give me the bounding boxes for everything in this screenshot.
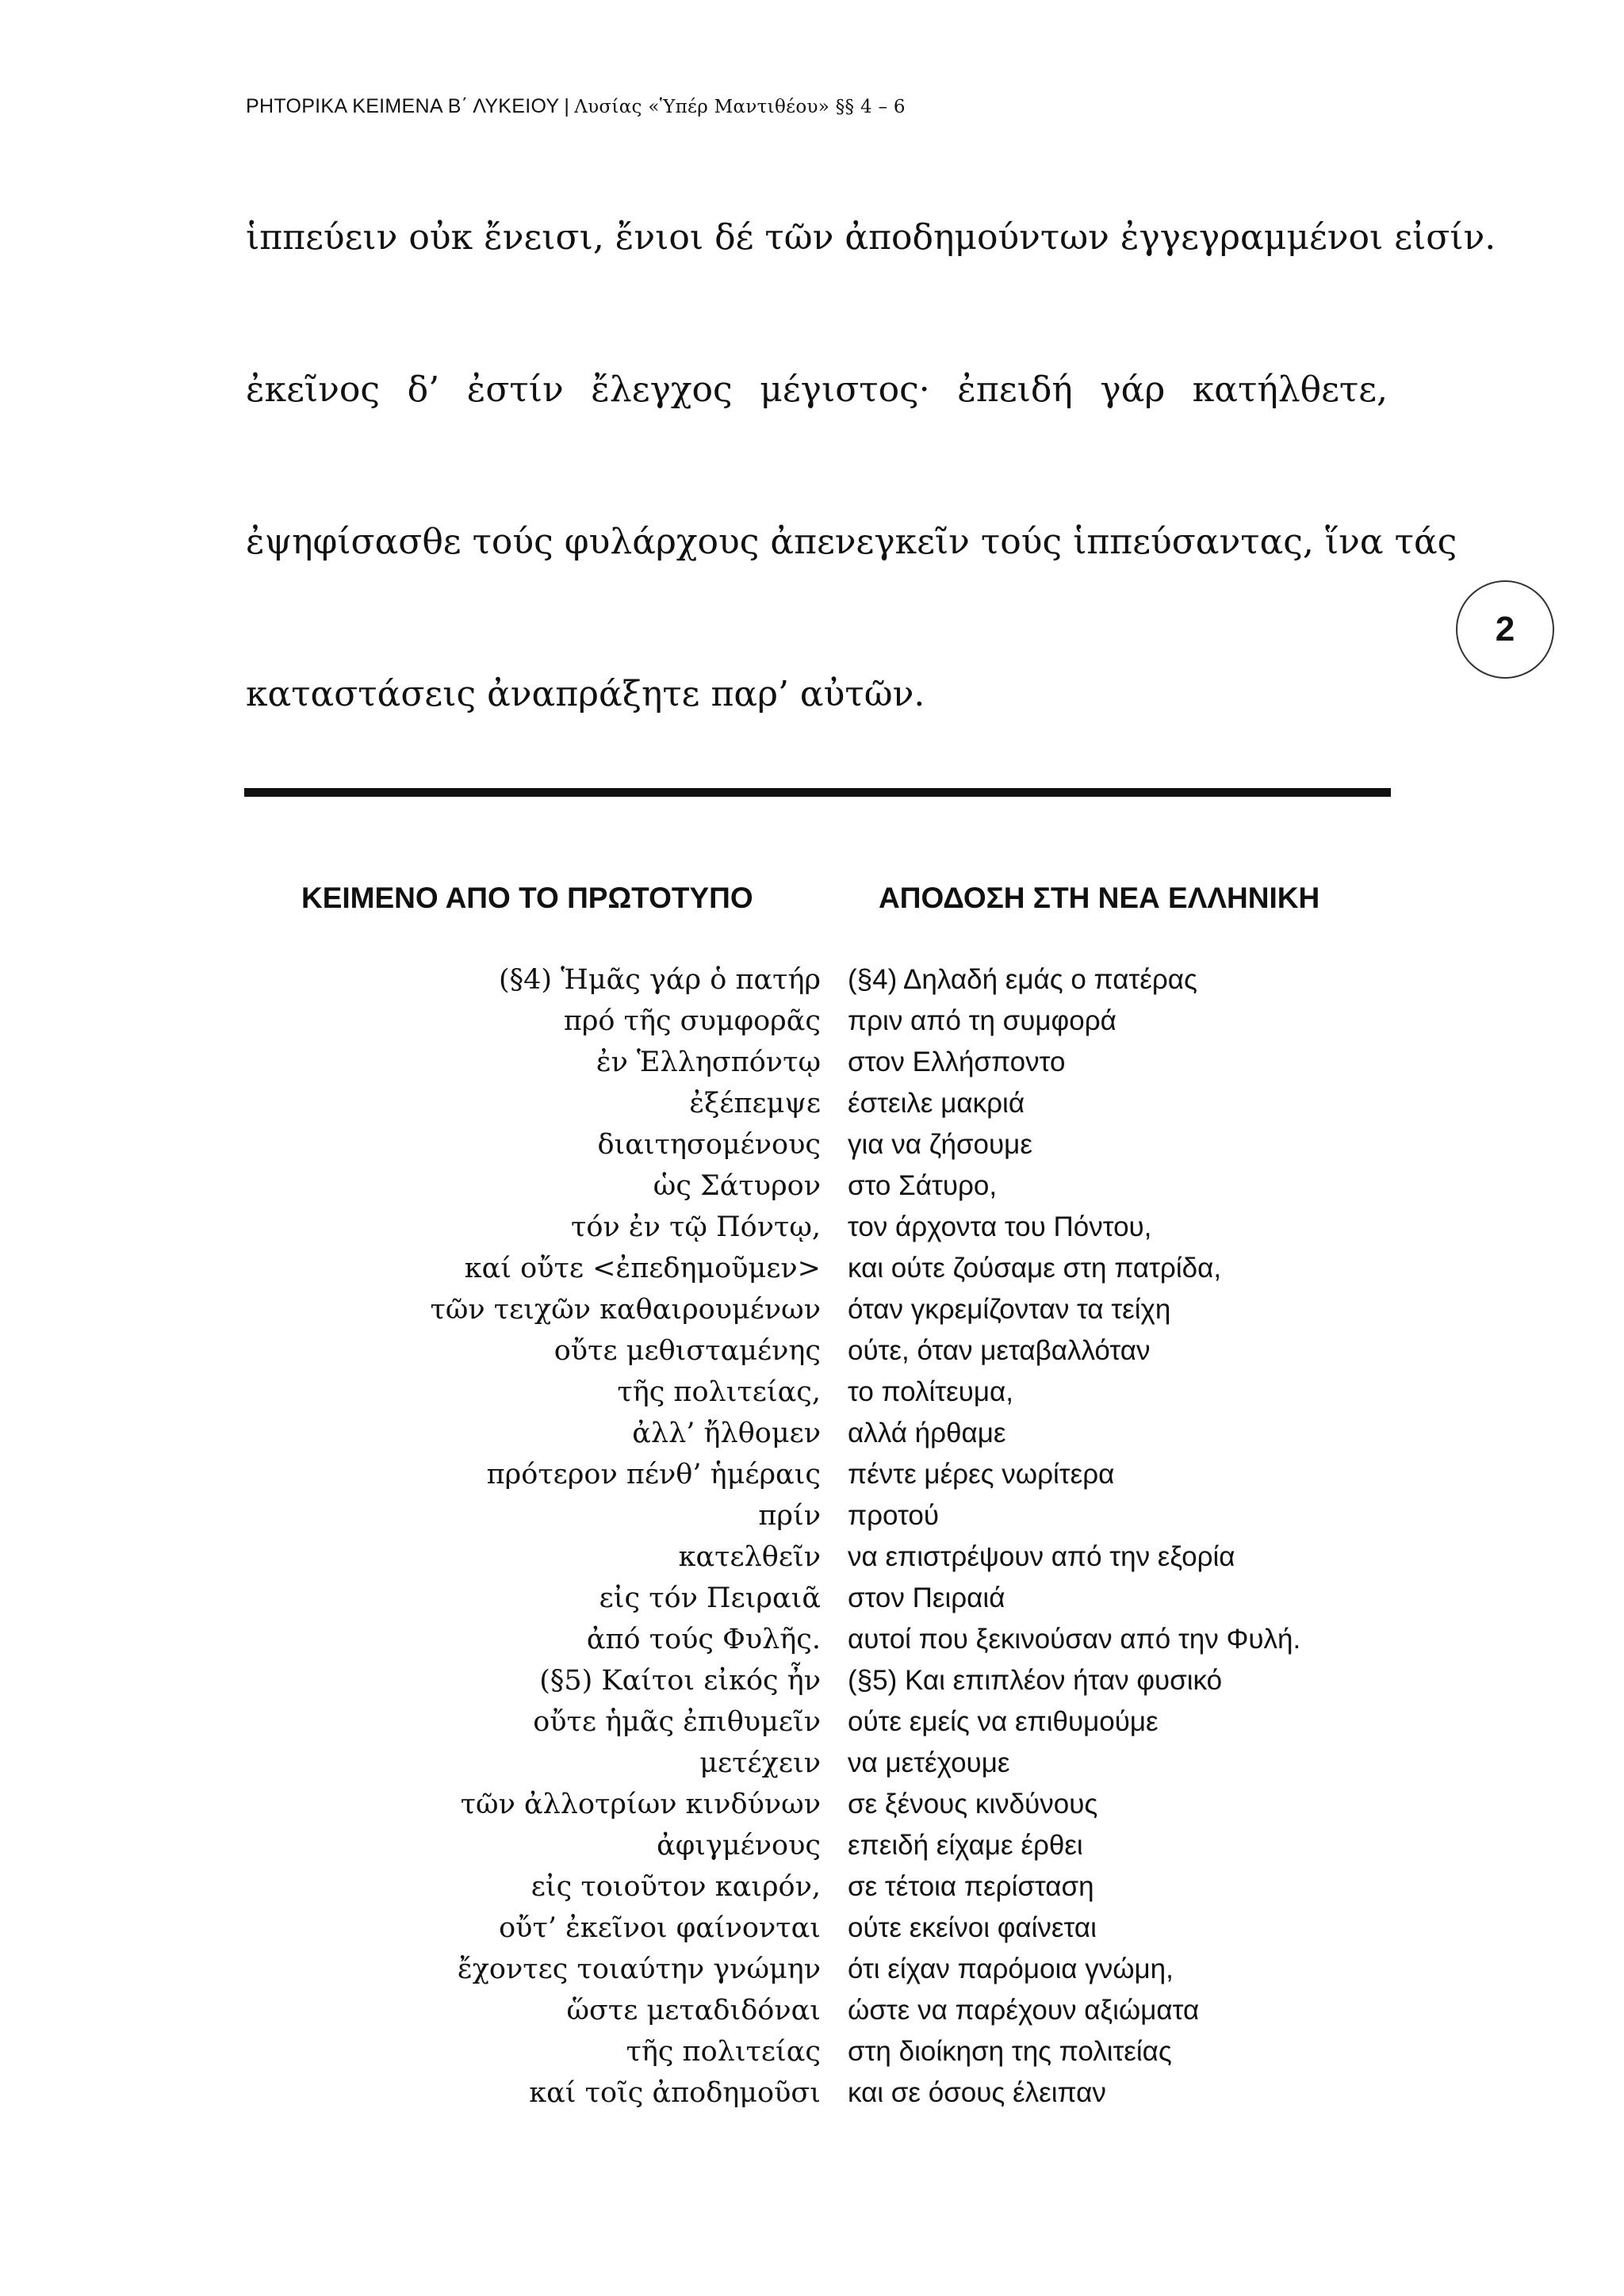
translation-line: πριν από τη συμφορά: [848, 1005, 1116, 1036]
parallel-row: [238, 1454, 1388, 1495]
original-line: πρίν: [758, 1500, 821, 1532]
parallel-row: [238, 1083, 1388, 1124]
header-separator: |: [564, 95, 570, 117]
original-line: τῆς πολιτείας,: [617, 1376, 821, 1408]
translation-line: να μετέχουμε: [848, 1747, 1010, 1778]
translation-line: ούτε, όταν μεταβαλλόταν: [848, 1335, 1151, 1366]
original-line: πρό τῆς συμφορᾶς: [563, 1005, 821, 1037]
translation-line: ώστε να παρέχουν αξιώματα: [848, 1995, 1200, 2026]
original-line: (§5) Καίτοι εἰκός ἦν: [539, 1665, 821, 1697]
parallel-row: [238, 1701, 1388, 1743]
original-line: μετέχειν: [699, 1747, 821, 1779]
translation-line: σε ξένους κινδύνους: [848, 1789, 1098, 1820]
translation-line: αυτοί που ξεκινούσαν από την Φυλή.: [848, 1624, 1301, 1655]
original-line: ὥστε μεταδιδόναι: [566, 1995, 821, 2026]
header-source: Λυσίας «Ὑπέρ Μαντιθέου» §§ 4 – 6: [574, 97, 906, 117]
passage-line: καταστάσεις ἀναπράξητε παρ’ αὐτῶν.: [246, 674, 925, 714]
parallel-row: [238, 1825, 1388, 1866]
translation-line: (§4) Δηλαδή εμάς ο πατέρας: [848, 964, 1197, 995]
section-divider: [244, 788, 1391, 797]
original-text-heading: ΚΕΙΜΕΝΟ ΑΠΟ ΤΟ ΠΡΩΤΟΤΥΠΟ: [301, 882, 753, 914]
original-line: τόν ἐν τῷ Πόντῳ,: [571, 1211, 821, 1243]
parallel-text: [238, 959, 1388, 2114]
original-line: ἐξέπεμψε: [689, 1088, 821, 1119]
original-line: καί τοῖς ἀποδημοῦσι: [529, 2077, 821, 2109]
original-line: ἀλλ’ ἤλθομεν: [632, 1418, 821, 1449]
parallel-row: [238, 1949, 1388, 1990]
original-line: κατελθεῖν: [678, 1541, 821, 1573]
original-line: τῶν ἀλλοτρίων κινδύνων: [460, 1789, 821, 1820]
translation-line: αλλά ήρθαμε: [848, 1418, 1006, 1448]
parallel-row: [238, 1042, 1388, 1083]
translation-line: στη διοίκηση της πολιτείας: [848, 2036, 1172, 2067]
translation-line: στον Ελλήσποντο: [848, 1047, 1066, 1077]
translation-line: στον Πειραιά: [848, 1582, 1005, 1613]
parallel-row: [238, 1784, 1388, 1825]
original-line: οὔτε ἡμᾶς ἐπιθυμεῖν: [533, 1706, 821, 1738]
translation-line: επειδή είχαμε έρθει: [848, 1830, 1083, 1861]
parallel-row: [238, 1207, 1388, 1248]
translation-line: και σε όσους έλειπαν: [848, 2077, 1106, 2108]
parallel-row: [238, 1413, 1388, 1454]
running-header: [246, 95, 906, 118]
parallel-row: [238, 1124, 1388, 1165]
parallel-row: [238, 1289, 1388, 1330]
translation-line: ούτε εμείς να επιθυμούμε: [848, 1706, 1159, 1737]
translation-line: το πολίτευμα,: [848, 1376, 1013, 1407]
parallel-row: [238, 2072, 1388, 2114]
parallel-row: [238, 1248, 1388, 1289]
header-course: ΡΗΤΟΡΙΚΑ ΚΕΙΜΕΝΑ Β΄ ΛΥΚΕΙΟΥ: [246, 95, 560, 117]
translation-heading: ΑΠΟΔΟΣΗ ΣΤΗ ΝΕΑ ΕΛΛΗΝΙΚΗ: [879, 882, 1320, 914]
parallel-row: [238, 1001, 1388, 1042]
original-line: οὔτε μεθισταμένης: [553, 1335, 821, 1367]
passage-line: ἱππεύειν οὐκ ἔνεισι, ἔνιοι δέ τῶν ἀποδημούντων ἐγγεγραμμένοι εἰσίν.: [246, 217, 1496, 258]
parallel-row: [238, 1619, 1388, 1660]
original-line: ἀπό τούς Φυλῆς.: [586, 1624, 821, 1655]
translation-line: τον άρχοντα του Πόντου,: [848, 1211, 1152, 1242]
parallel-row: [238, 1908, 1388, 1949]
original-line: ἐν Ἑλλησπόντῳ: [596, 1047, 821, 1078]
translation-line: ότι είχαν παρόμοια γνώμη,: [848, 1954, 1174, 1984]
original-line: ἀφιγμένους: [657, 1830, 821, 1862]
original-line: τῶν τειχῶν καθαιρουμένων: [430, 1294, 821, 1326]
parallel-row: [238, 1660, 1388, 1701]
translation-line: να επιστρέψουν από την εξορία: [848, 1541, 1235, 1572]
original-line: τῆς πολιτείας: [626, 2036, 821, 2068]
translation-line: προτού: [848, 1500, 939, 1531]
parallel-row: [238, 1536, 1388, 1578]
original-line: πρότερον πένθ’ ἡμέραις: [486, 1459, 821, 1490]
parallel-row: [238, 1743, 1388, 1784]
parallel-row: [238, 1578, 1388, 1619]
page-number-badge: 2: [1456, 580, 1554, 679]
translation-line: πέντε μέρες νωρίτερα: [848, 1459, 1115, 1490]
parallel-row: [238, 1990, 1388, 2031]
parallel-row: [238, 959, 1388, 1001]
translation-line: (§5) Και επιπλέον ήταν φυσικό: [848, 1665, 1223, 1696]
original-line: εἰς τόν Πειραιᾶ: [599, 1582, 821, 1614]
translation-line: ούτε εκείνοι φαίνεται: [848, 1912, 1097, 1943]
translation-line: στο Σάτυρο,: [848, 1170, 998, 1201]
parallel-row: [238, 1495, 1388, 1536]
parallel-row: [238, 1165, 1388, 1207]
translation-line: όταν γκρεμίζονταν τα τείχη: [848, 1294, 1171, 1325]
parallel-row: [238, 1866, 1388, 1908]
original-line: καί οὔτε <ἐπεδημοῦμεν>: [464, 1253, 821, 1284]
parallel-row: [238, 1330, 1388, 1372]
original-line: (§4) Ἡμᾶς γάρ ὁ πατήρ: [498, 964, 821, 996]
translation-line: για να ζήσουμε: [848, 1129, 1032, 1160]
original-line: ὡς Σάτυρον: [653, 1170, 821, 1202]
original-line: εἰς τοιοῦτον καιρόν,: [530, 1871, 821, 1903]
parallel-row: [238, 2031, 1388, 2072]
parallel-row: [238, 1372, 1388, 1413]
passage-line: ἐψηφίσασθε τούς φυλάρχους ἀπενεγκεῖν τούς ἱππεύσαντας, ἵνα τάς: [246, 522, 1457, 562]
greek-passage: [246, 206, 1496, 815]
translation-line: και ούτε ζούσαμε στη πατρίδα,: [848, 1253, 1222, 1284]
original-line: οὔτ’ ἐκεῖνοι φαίνονται: [499, 1912, 821, 1944]
translation-line: σε τέτοια περίσταση: [848, 1871, 1094, 1902]
passage-line: ἐκεῖνος δ’ ἐστίν ἔλεγχος μέγιστος· ἐπειδή γάρ κατήλθετε,: [246, 369, 1388, 410]
translation-line: έστειλε μακριά: [848, 1088, 1025, 1119]
original-line: ἔχοντες τοιαύτην γνώμην: [457, 1954, 821, 1985]
original-line: διαιτησομένους: [597, 1129, 821, 1161]
